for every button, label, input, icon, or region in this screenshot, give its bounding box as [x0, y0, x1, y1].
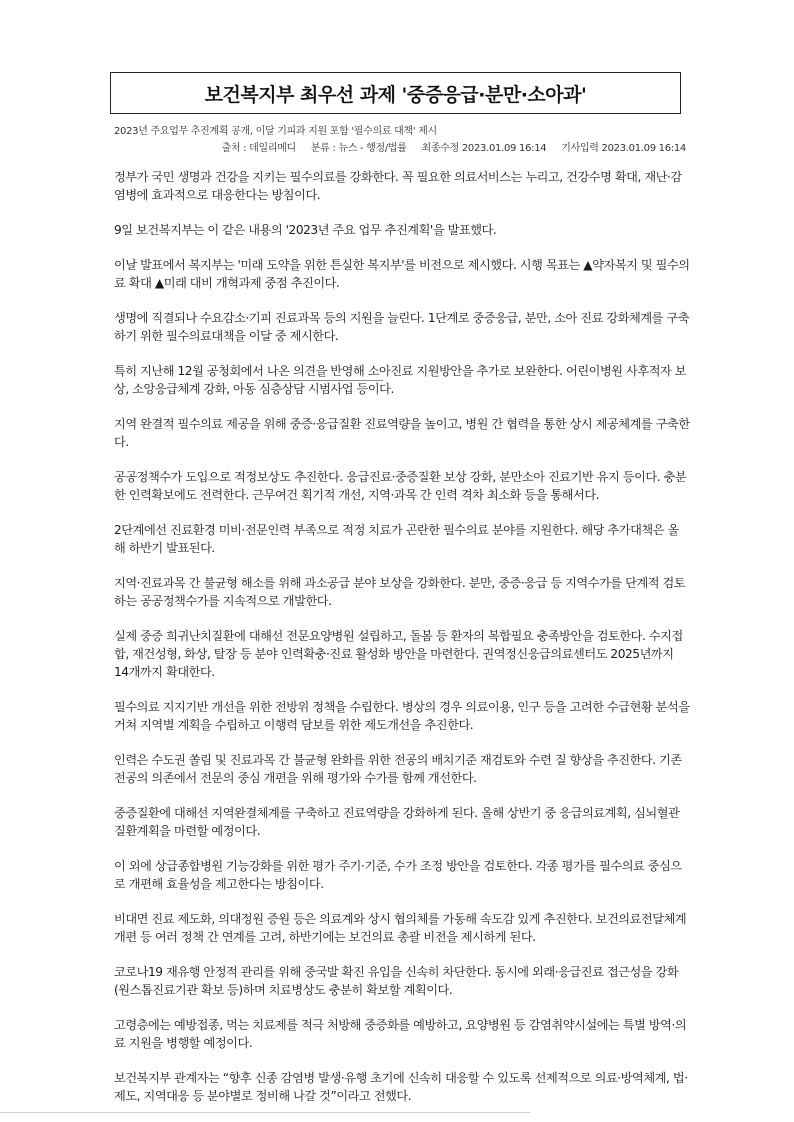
- category-label: 분류 : 뉴스 - 행정/법률: [310, 143, 407, 154]
- source-label: 출처 : 데일리메디: [221, 143, 296, 154]
- bottom-divider: [0, 1112, 530, 1113]
- pen-underline-mark: [258, 380, 383, 381]
- paragraph: 9일 보건복지부는 이 같은 내용의 '2023년 주요 업무 추진계획'을 발표했다.: [114, 223, 497, 237]
- paragraph: 공공정책수가 도입으로 적정보상도 추진한다. 응급진료·중증질환 보상 강화, 분만소아 진료기반 유지 등이다. 충분한 인력확보에도 전력한다. 근무여건 획기적 개선, 지역·과목 간 인력 격차 최소화 등을 통해서다.: [114, 470, 687, 502]
- paragraph: 지역 완결적 필수의료 제공을 위해 중증·응급질환 진료역량을 높이고, 병원 간 협력을 통한 상시 제공체계를 구축한다.: [114, 417, 690, 449]
- paragraph: 이 외에 상급종합병원 기능강화를 위한 평가 주기·기준, 수가 조정 방안을 검토한다. 각종 평가를 필수의료 중심으로 개편해 효율성을 제고한다는 방침이다.: [114, 859, 682, 891]
- paragraph: 고령층에는 예방접종, 먹는 치료제를 적극 처방해 중증화를 예방하고, 요양병원 등 감염취약시설에는 특별 방역·의료 지원을 병행할 예정이다.: [114, 1018, 687, 1050]
- paragraph: 필수의료 지지기반 개선을 위한 전방위 정책을 수립한다. 병상의 경우 의료이용, 인구 등을 고려한 수급현황 분석을 거쳐 지역별 계획을 수립하고 이행력 담보를 위한 제도개선을 추진한다.: [114, 700, 690, 732]
- modified-date: 최종수정 2023.01.09 16:14: [421, 143, 547, 154]
- paragraph: 코로나19 재유행 안정적 관리를 위해 중국발 확진 유입을 신속히 차단한다. 동시에 외래·응급진료 접근성을 강화(원스톱진료기관 확보 등)하며 치료병상도 충분히 확보할 계획이다.: [114, 965, 679, 997]
- paragraph: 이날 발표에서 복지부는 '미래 도약을 위한 튼실한 복지부'를 비전으로 제시했다. 시행 목표는 ▲약자복지 및 필수의료 확대 ▲미래 대비 개혁과제 중점 추진이다.: [114, 258, 690, 290]
- paragraph: 특히 지난해 12월 공청회에서 나온 의견을 반영해 소아진료 지원방안을 추가로 보완한다. 어린이병원 사후적자 보상, 소앙응급체계 강화, 아동 심층상담 시범사업 등이다.: [114, 364, 687, 396]
- article-title: 보건복지부 최우선 과제 '중증응급·분만·소아과': [204, 83, 587, 106]
- paragraph: 실제 중증 희귀난치질환에 대해선 전문요양병원 설립하고, 돌봄 등 환자의 복합필요 충족방안을 검토한다. 수지접합, 재건성형, 화상, 탈장 등 분야 인력확충·진료 활성화 방안을 마련한다. 권역정신응급의료센터도 2025년까지 14개까지 확대한다.: [114, 629, 683, 679]
- article-body: [114, 168, 690, 1122]
- paragraph: 인력은 수도권 쏠림 및 진료과목 간 불균형 완화를 위한 전공의 배치기준 재검토와 수련 질 향상을 추진한다. 기존 전공의 의존에서 전문의 중심 개편을 위해 평가와 수가를 함께 개선한다.: [114, 753, 682, 785]
- paragraph: 정부가 국민 생명과 건강을 지키는 필수의료를 강화한다. 꼭 필요한 의료서비스는 누리고, 건강수명 확대, 재난·감염병에 효과적으로 대응한다는 방침이다.: [114, 170, 682, 202]
- published-date: 기사입력 2023.01.09 16:14: [561, 143, 686, 154]
- paragraph: 비대면 진료 제도화, 의대정원 증원 등은 의료계와 상시 협의체를 가동해 속도감 있게 추진한다. 보건의료전달체계 개편 등 여러 정책 간 연계를 고려, 하반기에는 보건의료 총괄 비전을 제시하게 된다.: [114, 912, 687, 944]
- paragraph: 보건복지부 관계자는 “향후 신종 감염병 발생·유행 초기에 신속히 대응할 수 있도록 선제적으로 의료·방역체계, 법·제도, 지역대응 등 분야별로 정비해 나갈 것”이라고 전했다.: [114, 1071, 688, 1103]
- article-meta: [114, 139, 686, 154]
- paragraph: 2단계에선 진료환경 미비·전문인력 부족으로 적정 치료가 곤란한 필수의료 분야를 지원한다. 해당 추가대책은 올해 하반기 발표된다.: [114, 523, 679, 555]
- paragraph: 중증질환에 대해선 지역완결체계를 구축하고 진료역량을 강화하게 된다. 올해 상반기 중 응급의료계획, 심뇌혈관질환계획을 마련할 예정이다.: [114, 806, 680, 838]
- article-subtitle: 2023년 주요업무 추진계획 공개, 이달 기피과 지원 포함 '필수의료 대책' 제시: [114, 126, 437, 137]
- title-box: [110, 72, 681, 114]
- paragraph: 생명에 직결되나 수요감소·기피 진료과목 등의 지원을 늘린다. 1단계로 중증응급, 분만, 소아 진료 강화체계를 구축하기 위한 필수의료대책을 이달 중 제시한다.: [114, 311, 690, 343]
- paragraph: 지역·진료과목 간 불균형 해소를 위해 과소공급 분야 보상을 강화한다. 분만, 중증·응급 등 지역수가를 단계적 검토하는 공공정책수가를 지속적으로 개발한다.: [114, 576, 686, 608]
